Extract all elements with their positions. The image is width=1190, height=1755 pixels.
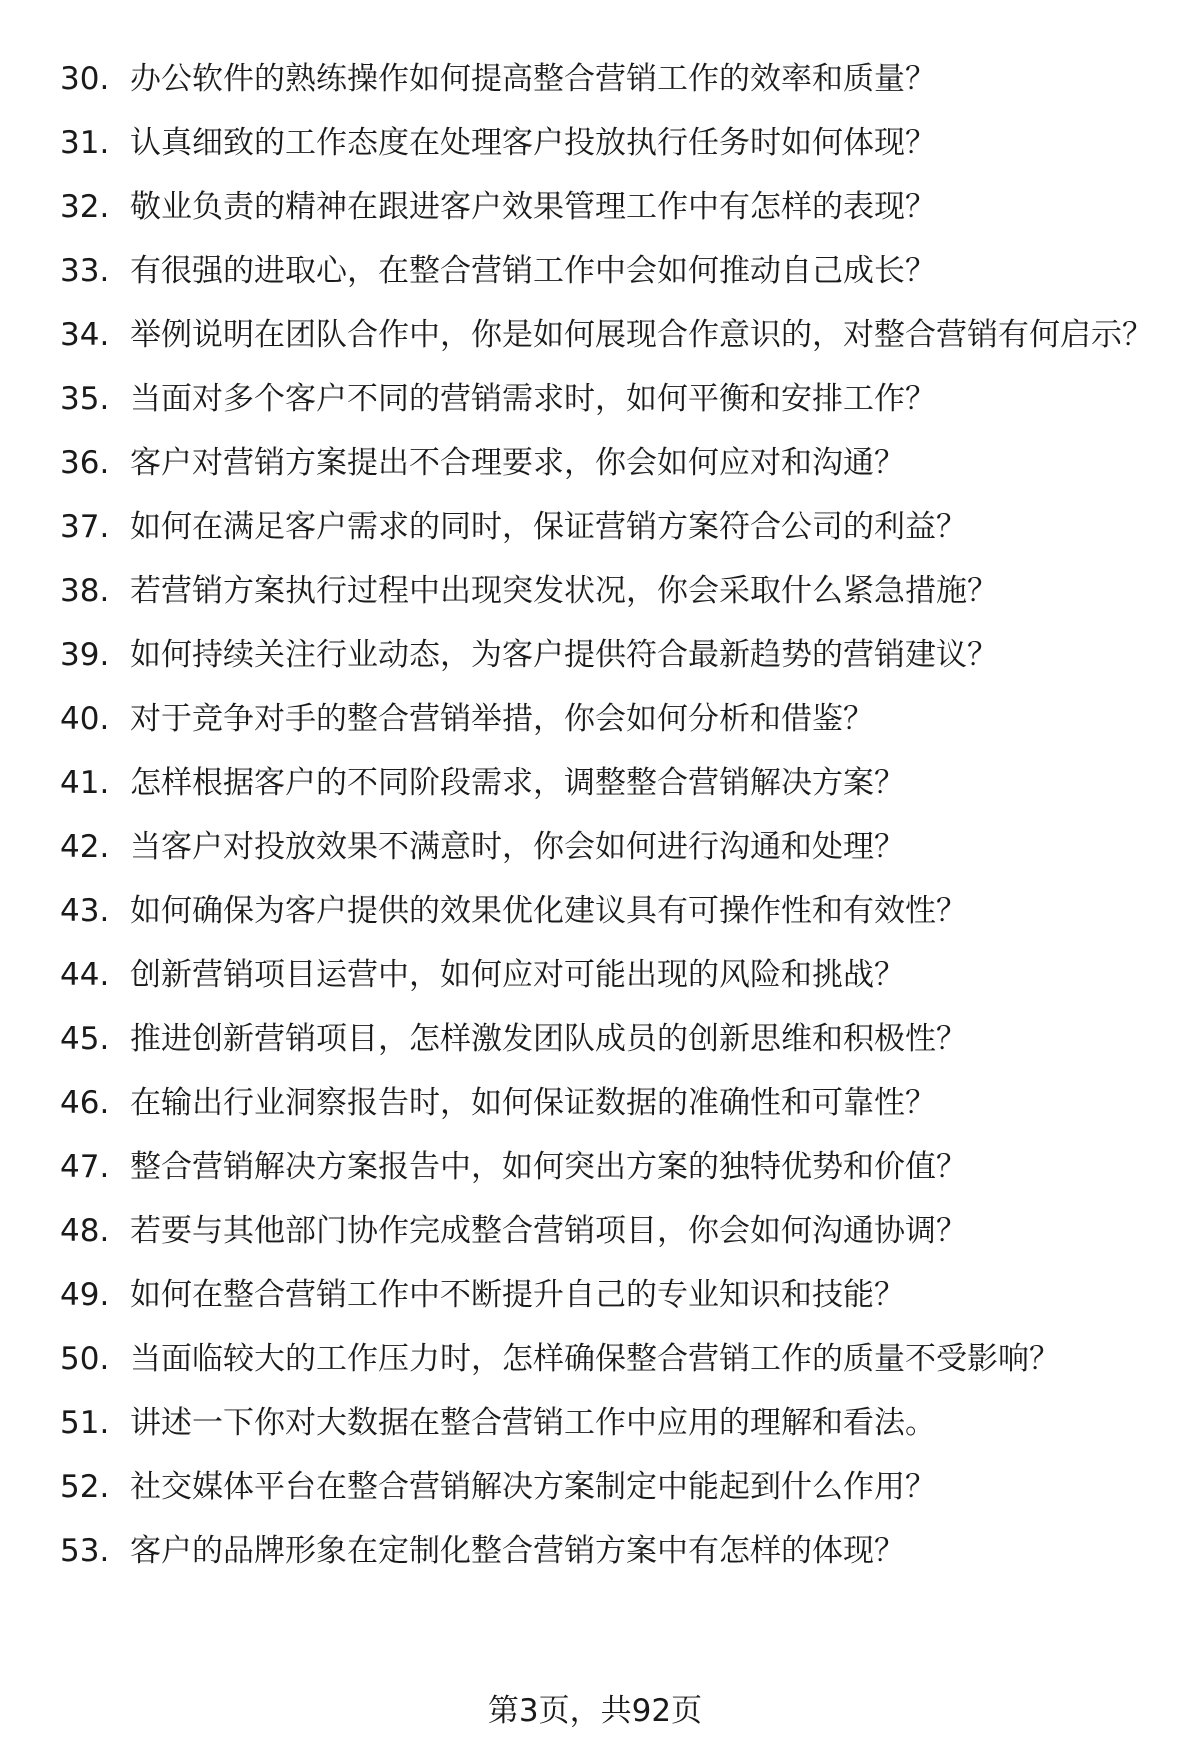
question-text: 推进创新营销项目，怎样激发团队成员的创新思维和积极性？ [130, 1021, 967, 1057]
question-text: 若营销方案执行过程中出现突发状况，你会采取什么紧急措施？ [130, 573, 998, 609]
question-text: 当客户对投放效果不满意时，你会如何进行沟通和处理？ [130, 829, 905, 865]
question-item [60, 376, 1160, 423]
question-text: 如何在满足客户需求的同时，保证营销方案符合公司的利益？ [130, 509, 967, 545]
question-number: 39. [60, 637, 110, 673]
question-number: 51. [60, 1405, 110, 1441]
question-item [60, 56, 1160, 103]
question-text: 讲述一下你对大数据在整合营销工作中应用的理解和看法。 [130, 1405, 936, 1441]
question-text: 当面对多个客户不同的营销需求时，如何平衡和安排工作？ [130, 381, 936, 417]
question-item [60, 1336, 1160, 1383]
question-number: 53. [60, 1533, 110, 1569]
question-number: 49. [60, 1277, 110, 1313]
question-text: 举例说明在团队合作中，你是如何展现合作意识的，对整合营销有何启示？ [130, 317, 1153, 353]
question-number: 52. [60, 1469, 110, 1505]
question-text: 当面临较大的工作压力时，怎样确保整合营销工作的质量不受影响？ [130, 1341, 1060, 1377]
question-item [60, 312, 1160, 359]
question-text: 办公软件的熟练操作如何提高整合营销工作的效率和质量？ [130, 61, 936, 97]
question-item [60, 120, 1160, 167]
question-number: 36. [60, 445, 110, 481]
question-number: 35. [60, 381, 110, 417]
question-text: 对于竞争对手的整合营销举措，你会如何分析和借鉴？ [130, 701, 874, 737]
question-text: 客户的品牌形象在定制化整合营销方案中有怎样的体现？ [130, 1533, 905, 1569]
question-number: 30. [60, 61, 110, 97]
question-number: 34. [60, 317, 110, 353]
question-text: 如何确保为客户提供的效果优化建议具有可操作性和有效性？ [130, 893, 967, 929]
question-text: 如何持续关注行业动态，为客户提供符合最新趋势的营销建议？ [130, 637, 998, 673]
question-item [60, 824, 1160, 871]
question-item [60, 1016, 1160, 1063]
question-text: 有很强的进取心，在整合营销工作中会如何推动自己成长？ [130, 253, 936, 289]
question-item [60, 888, 1160, 935]
question-text: 在输出行业洞察报告时，如何保证数据的准确性和可靠性？ [130, 1085, 936, 1121]
question-item [60, 1144, 1160, 1191]
question-item [60, 568, 1160, 615]
question-item [60, 440, 1160, 487]
question-item [60, 504, 1160, 551]
question-item [60, 184, 1160, 231]
question-text: 若要与其他部门协作完成整合营销项目，你会如何沟通协调？ [130, 1213, 967, 1249]
question-list [60, 56, 1160, 1592]
question-number: 41. [60, 765, 110, 801]
question-number: 44. [60, 957, 110, 993]
question-item [60, 248, 1160, 295]
question-number: 42. [60, 829, 110, 865]
question-item [60, 1464, 1160, 1511]
question-text: 怎样根据客户的不同阶段需求，调整整合营销解决方案？ [130, 765, 905, 801]
question-item [60, 760, 1160, 807]
question-number: 32. [60, 189, 110, 225]
question-text: 如何在整合营销工作中不断提升自己的专业知识和技能？ [130, 1277, 905, 1313]
question-text: 敬业负责的精神在跟进客户效果管理工作中有怎样的表现？ [130, 189, 936, 225]
question-number: 48. [60, 1213, 110, 1249]
question-item [60, 696, 1160, 743]
question-text: 整合营销解决方案报告中，如何突出方案的独特优势和价值？ [130, 1149, 967, 1185]
question-item [60, 952, 1160, 999]
question-number: 33. [60, 253, 110, 289]
question-number: 31. [60, 125, 110, 161]
question-item [60, 1528, 1160, 1575]
question-number: 38. [60, 573, 110, 609]
question-item [60, 1400, 1160, 1447]
question-text: 社交媒体平台在整合营销解决方案制定中能起到什么作用？ [130, 1469, 936, 1505]
question-number: 50. [60, 1341, 110, 1377]
question-text: 创新营销项目运营中，如何应对可能出现的风险和挑战？ [130, 957, 905, 993]
page-number: 第3页，共92页 [487, 1693, 703, 1729]
question-item [60, 1272, 1160, 1319]
question-number: 40. [60, 701, 110, 737]
question-number: 46. [60, 1085, 110, 1121]
question-item [60, 632, 1160, 679]
question-text: 认真细致的工作态度在处理客户投放执行任务时如何体现？ [130, 125, 936, 161]
question-number: 43. [60, 893, 110, 929]
question-number: 45. [60, 1021, 110, 1057]
question-number: 37. [60, 509, 110, 545]
question-item [60, 1208, 1160, 1255]
question-number: 47. [60, 1149, 110, 1185]
question-item [60, 1080, 1160, 1127]
question-text: 客户对营销方案提出不合理要求，你会如何应对和沟通？ [130, 445, 905, 481]
